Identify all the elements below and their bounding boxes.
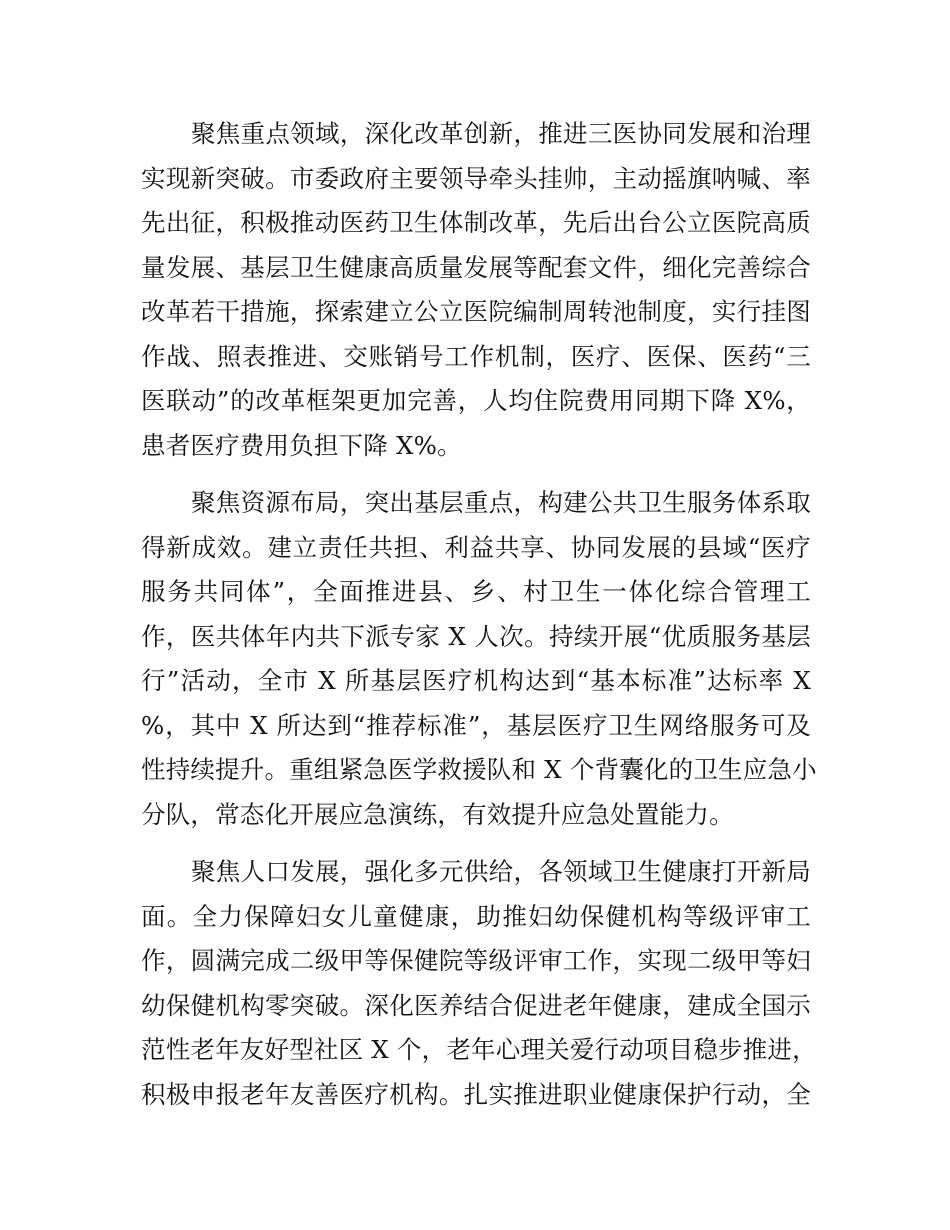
text-line: 面。全力保障妇女儿童健康，助推妇幼保健机构等级评审工 (141, 901, 811, 931)
text-line: 作，圆满完成二级甲等保健院等级评审工作，实现二级甲等妇 (141, 946, 811, 975)
text-line: 聚焦重点领域，深化改革创新，推进三医协同发展和治理 (191, 119, 811, 148)
text-line: 聚焦资源布局，突出基层重点，构建公共卫生服务体系取 (191, 488, 811, 517)
text-line: 量发展、基层卫生健康高质量发展等配套文件，细化完善综合 (141, 252, 811, 282)
text-line: 服务共同体”，全面推进县、乡、村卫生一体化综合管理工 (141, 577, 811, 606)
text-line: 改革若干措施，探索建立公立医院编制周转池制度，实行挂图 (141, 297, 811, 326)
text-line: %，其中 X 所达到“推荐标准”，基层医疗卫生网络服务可及 (141, 710, 811, 740)
text-line: 医联动”的改革框架更加完善，人均住院费用同期下降 X%， (141, 386, 811, 415)
text-line: 性持续提升。重组紧急医学救援队和 X 个背囊化的卫生应急小 (141, 755, 817, 784)
paragraph-1 (141, 112, 811, 468)
paragraph-2 (141, 481, 817, 837)
text-line: 患者医疗费用负担下降 X%。 (141, 430, 462, 460)
text-line: 积极申报老年友善医疗机构。扎实推进职业健康保护行动，全 (141, 1079, 811, 1109)
text-line: 先出征，积极推动医药卫生体制改革，先后出台公立医院高质 (141, 208, 811, 237)
text-line: 实现新突破。市委政府主要领导牵头挂帅，主动摇旗呐喊、率 (141, 163, 811, 193)
text-line: 行”活动，全市 X 所基层医疗机构达到“基本标准”达标率 X (141, 666, 811, 695)
text-line: 作，医共体年内共下派专家 X 人次。持续开展“优质服务基层 (141, 621, 811, 651)
text-line: 范性老年友好型社区 X 个，老年心理关爱行动项目稳步推进， (141, 1035, 817, 1064)
text-line: 得新成效。建立责任共担、利益共享、协同发展的县域“医疗 (141, 532, 811, 562)
paragraph-3 (141, 850, 817, 1117)
text-line: 幼保健机构零突破。深化医养结合促进老年健康，建成全国示 (141, 990, 811, 1020)
text-line: 分队，常态化开展应急演练，有效提升应急处置能力。 (141, 799, 734, 829)
document-body (141, 112, 817, 1130)
text-line: 作战、照表推进、交账销号工作机制，医疗、医保、医药“三 (141, 341, 811, 371)
text-line: 聚焦人口发展，强化多元供给，各领域卫生健康打开新局 (191, 857, 811, 886)
